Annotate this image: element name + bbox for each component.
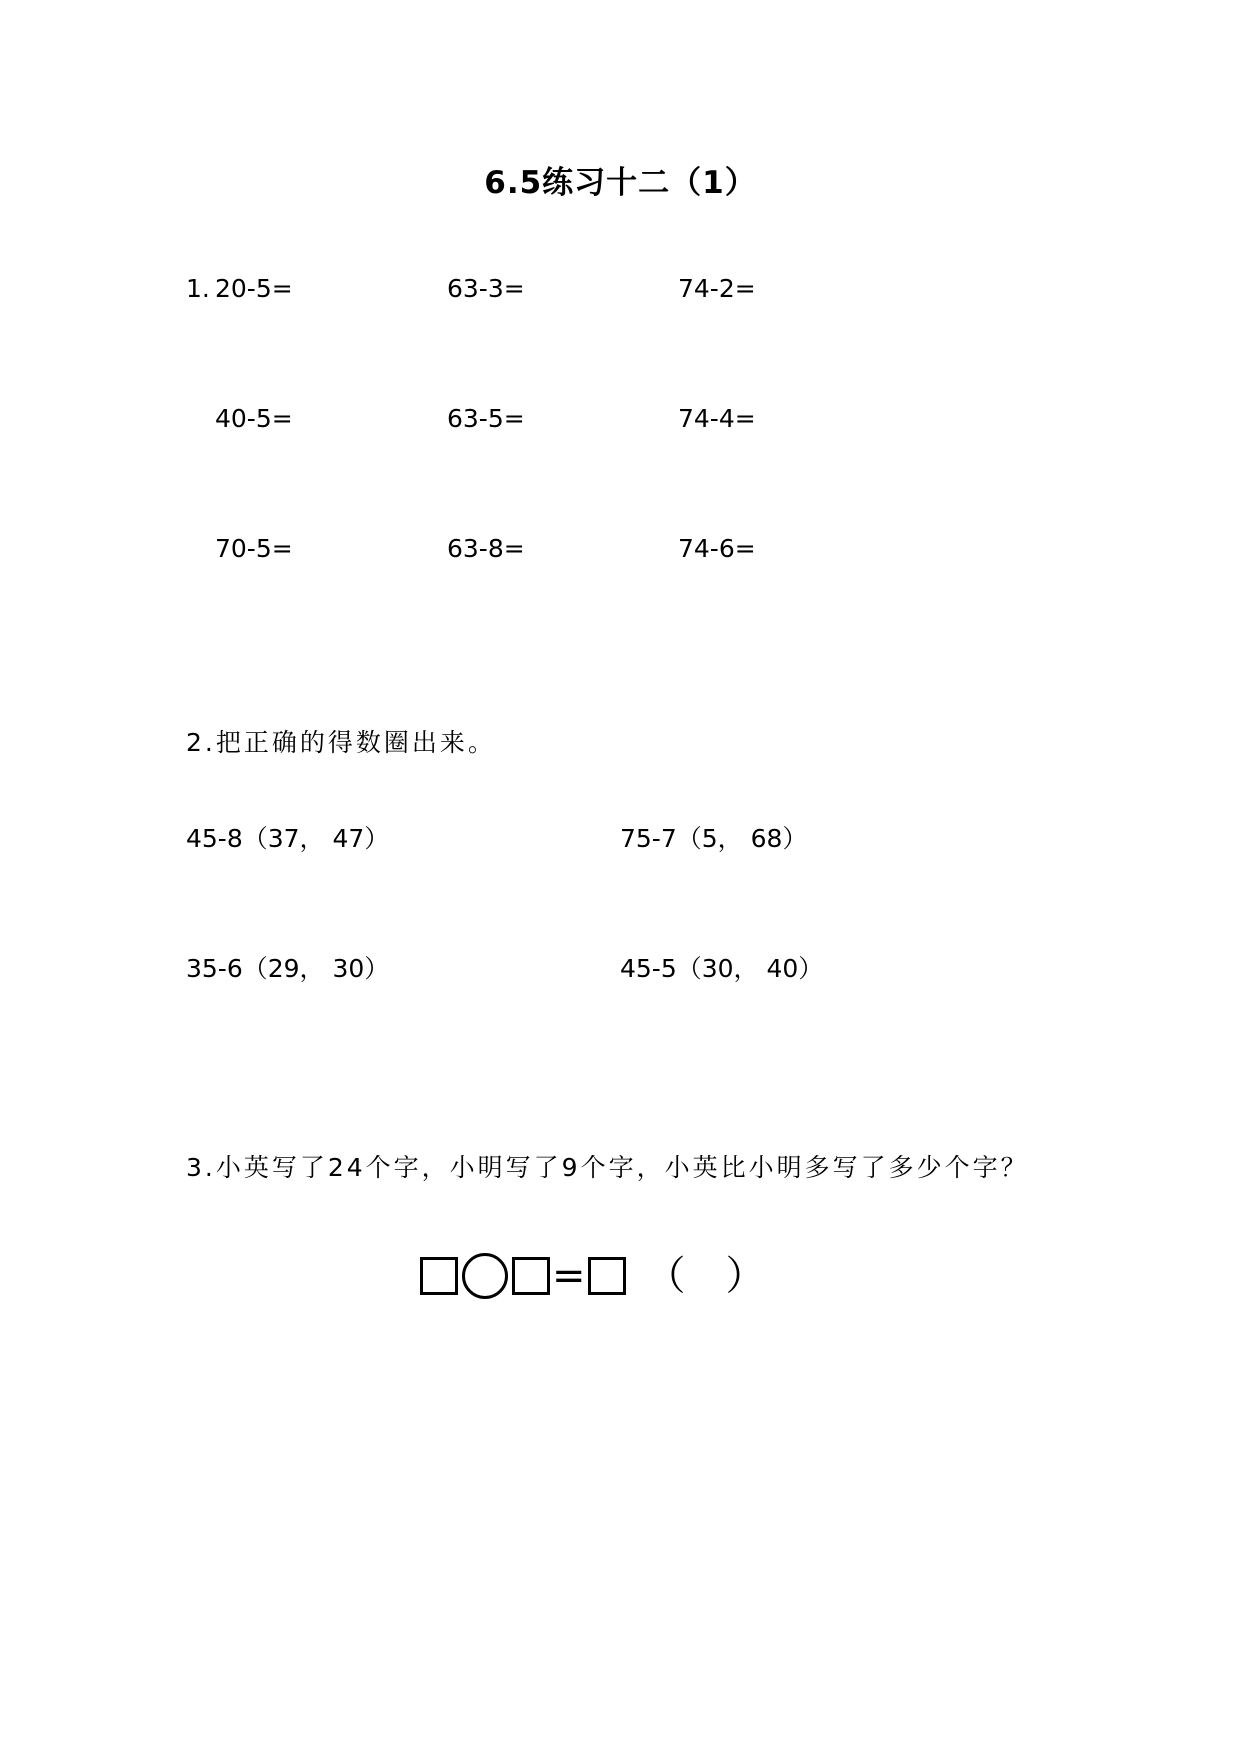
question-1-number: 1.: [186, 274, 210, 303]
open-paren: （: [645, 1253, 686, 1299]
page-title: 6.5练习十二（1）: [484, 165, 757, 201]
q1-item: 70-5=: [215, 534, 293, 563]
close-paren: ）: [725, 1253, 766, 1299]
equation-template: [420, 1252, 766, 1300]
answer-box[interactable]: [512, 1257, 550, 1295]
q2-choice-item: 45-5（30， 40）: [620, 954, 824, 983]
operator-circle[interactable]: [462, 1253, 508, 1299]
q2-choice-item: 35-6（29， 30）: [186, 954, 390, 983]
q2-choice-item: 75-7（5， 68）: [620, 824, 808, 853]
q1-item: 40-5=: [215, 404, 293, 433]
question-3-prompt: 3.小英写了24个字，小明写了9个字，小英比小明多写了多少个字？: [186, 1153, 1029, 1182]
q1-item: 20-5=: [215, 274, 293, 303]
q1-item: 74-6=: [678, 534, 756, 563]
answer-box[interactable]: [588, 1257, 626, 1295]
q1-item: 74-2=: [678, 274, 756, 303]
q1-item: 74-4=: [678, 404, 756, 433]
q1-item: 63-5=: [447, 404, 525, 433]
answer-box[interactable]: [420, 1257, 458, 1295]
q1-item: 63-3=: [447, 274, 525, 303]
q1-item: 63-8=: [447, 534, 525, 563]
question-2-prompt: 2.把正确的得数圈出来。: [186, 728, 496, 757]
q2-choice-item: 45-8（37， 47）: [186, 824, 390, 853]
equals-sign: =: [552, 1253, 586, 1299]
